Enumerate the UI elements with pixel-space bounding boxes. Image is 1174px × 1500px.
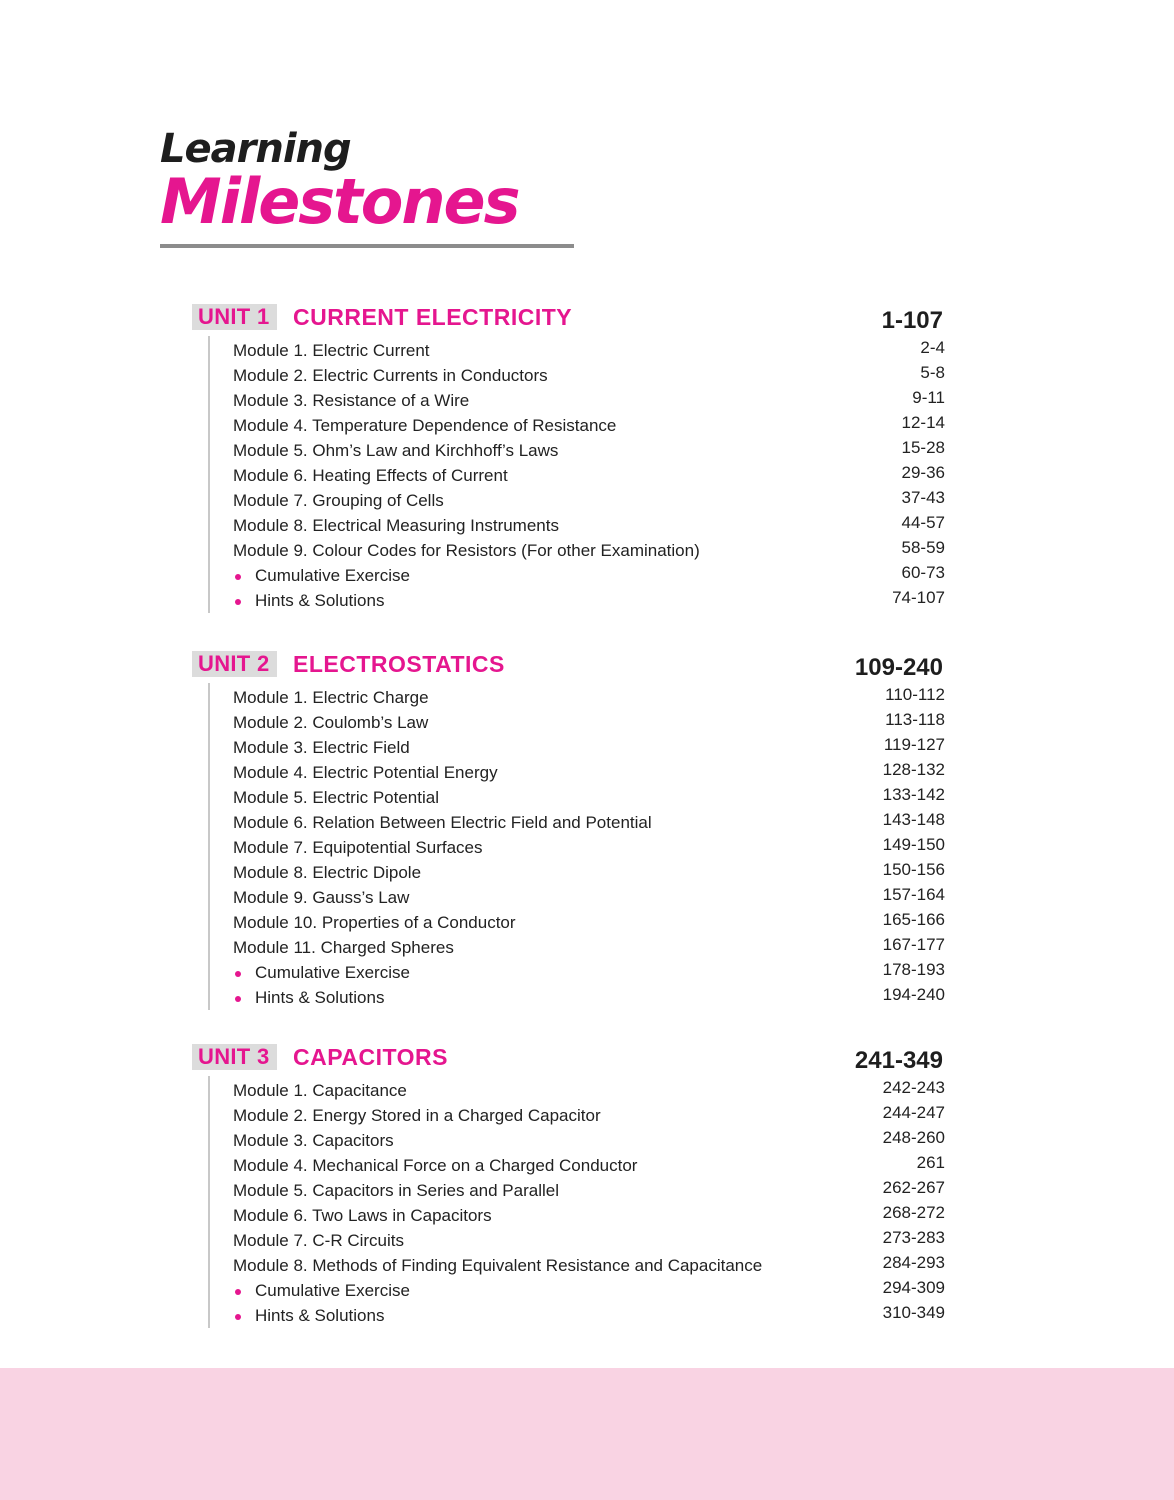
module-list bbox=[208, 683, 945, 1010]
unit-header bbox=[0, 647, 1174, 683]
item-label: Module 7. Grouping of Cells bbox=[233, 491, 444, 510]
unit-tag: UNIT 3 bbox=[192, 1044, 277, 1070]
item-page-range: 268-272 bbox=[882, 1203, 945, 1222]
item-page-range: 143-148 bbox=[882, 810, 945, 829]
bullet-icon bbox=[235, 1289, 241, 1295]
item-label: Module 11. Charged Spheres bbox=[233, 938, 454, 957]
list-item-module bbox=[210, 413, 945, 438]
item-page-range: 178-193 bbox=[882, 960, 945, 979]
unit-title: CAPACITORS bbox=[293, 1044, 448, 1070]
item-label: Cumulative Exercise bbox=[255, 963, 410, 982]
item-page-range: 29-36 bbox=[901, 463, 945, 482]
module-list bbox=[208, 336, 945, 613]
unit-page-range: 241-349 bbox=[854, 1047, 943, 1074]
item-page-range: 310-349 bbox=[882, 1303, 945, 1322]
item-label: Module 1. Capacitance bbox=[233, 1081, 407, 1100]
item-page-range: 273-283 bbox=[882, 1228, 945, 1247]
list-item-module bbox=[210, 488, 945, 513]
item-label: Module 4. Electric Potential Energy bbox=[233, 763, 498, 782]
item-label: Module 3. Resistance of a Wire bbox=[233, 391, 470, 410]
item-page-range: 37-43 bbox=[901, 488, 945, 507]
list-item-module bbox=[210, 885, 945, 910]
list-item-module bbox=[210, 388, 945, 413]
unit-section bbox=[0, 1040, 1174, 1328]
list-item-module bbox=[210, 1178, 945, 1203]
title-line-2: Milestones bbox=[160, 165, 519, 238]
title-line-1: Learning bbox=[160, 126, 351, 172]
unit-page-range: 109-240 bbox=[854, 654, 943, 681]
item-label: Hints & Solutions bbox=[255, 591, 385, 610]
list-item-module bbox=[210, 1228, 945, 1253]
list-item-module bbox=[210, 438, 945, 463]
unit-page-range: 1-107 bbox=[881, 307, 943, 334]
item-page-range: 248-260 bbox=[882, 1128, 945, 1147]
bullet-icon bbox=[235, 599, 241, 605]
unit-tag: UNIT 2 bbox=[192, 651, 277, 677]
list-item-module bbox=[210, 538, 945, 563]
list-item-module bbox=[210, 935, 945, 960]
item-label: Module 10. Properties of a Conductor bbox=[233, 913, 516, 932]
list-item-extra bbox=[210, 1278, 945, 1303]
list-item-extra bbox=[210, 588, 945, 613]
bullet-icon bbox=[235, 574, 241, 580]
item-page-range: 157-164 bbox=[882, 885, 945, 904]
item-page-range: 113-118 bbox=[885, 710, 945, 729]
unit-tag: UNIT 1 bbox=[192, 304, 277, 330]
item-page-range: 110-112 bbox=[885, 685, 945, 704]
bullet-icon bbox=[235, 996, 241, 1002]
list-item-module bbox=[210, 513, 945, 538]
list-item-module bbox=[210, 1203, 945, 1228]
list-item-module bbox=[210, 1153, 945, 1178]
list-item-module bbox=[210, 463, 945, 488]
list-item-module bbox=[210, 1078, 945, 1103]
list-item-module bbox=[210, 910, 945, 935]
list-item-module bbox=[210, 710, 945, 735]
item-page-range: 150-156 bbox=[882, 860, 945, 879]
list-item-module bbox=[210, 363, 945, 388]
item-page-range: 194-240 bbox=[882, 985, 945, 1004]
unit-title: CURRENT ELECTRICITY bbox=[293, 304, 573, 330]
list-item-module bbox=[210, 685, 945, 710]
item-label: Module 4. Temperature Dependence of Resistance bbox=[233, 416, 617, 435]
item-label: Module 8. Electric Dipole bbox=[233, 863, 422, 882]
item-page-range: 165-166 bbox=[882, 910, 945, 929]
item-page-range: 242-243 bbox=[882, 1078, 945, 1097]
item-page-range: 167-177 bbox=[882, 935, 945, 954]
item-label: Module 3. Electric Field bbox=[233, 738, 410, 757]
item-page-range: 149-150 bbox=[882, 835, 945, 854]
item-label: Module 8. Methods of Finding Equivalent Resistance and Capacitance bbox=[233, 1256, 763, 1275]
item-label: Module 1. Electric Charge bbox=[233, 688, 429, 707]
module-list bbox=[208, 1076, 945, 1328]
list-item-module bbox=[210, 810, 945, 835]
item-label: Module 4. Mechanical Force on a Charged Conductor bbox=[233, 1156, 638, 1175]
unit-header bbox=[0, 300, 1174, 336]
item-label: Module 9. Gauss’s Law bbox=[233, 888, 410, 907]
item-page-range: 15-28 bbox=[901, 438, 945, 457]
list-item-module bbox=[210, 735, 945, 760]
list-item-module bbox=[210, 1253, 945, 1278]
item-label: Module 5. Electric Potential bbox=[233, 788, 439, 807]
list-item-extra bbox=[210, 960, 945, 985]
item-label: Hints & Solutions bbox=[255, 988, 385, 1007]
item-page-range: 44-57 bbox=[901, 513, 945, 532]
page-title bbox=[160, 125, 519, 238]
item-label: Cumulative Exercise bbox=[255, 566, 410, 585]
item-label: Module 2. Energy Stored in a Charged Capacitor bbox=[233, 1106, 601, 1125]
item-page-range: 133-142 bbox=[882, 785, 945, 804]
item-label: Hints & Solutions bbox=[255, 1306, 385, 1325]
item-label: Cumulative Exercise bbox=[255, 1281, 410, 1300]
list-item-module bbox=[210, 1128, 945, 1153]
item-page-range: 128-132 bbox=[882, 760, 945, 779]
item-label: Module 2. Electric Currents in Conductors bbox=[233, 366, 548, 385]
unit-section bbox=[0, 300, 1174, 613]
item-page-range: 2-4 bbox=[920, 338, 945, 357]
list-item-extra bbox=[210, 985, 945, 1010]
item-page-range: 119-127 bbox=[883, 735, 945, 754]
list-item-module bbox=[210, 860, 945, 885]
item-page-range: 60-73 bbox=[901, 563, 945, 582]
item-label: Module 7. C-R Circuits bbox=[233, 1231, 404, 1250]
item-page-range: 5-8 bbox=[920, 363, 945, 382]
list-item-module bbox=[210, 1103, 945, 1128]
item-label: Module 7. Equipotential Surfaces bbox=[233, 838, 483, 857]
item-label: Module 5. Ohm’s Law and Kirchhoff’s Laws bbox=[233, 441, 559, 460]
footer-band bbox=[0, 1368, 1174, 1500]
item-page-range: 12-14 bbox=[901, 413, 945, 432]
item-label: Module 8. Electrical Measuring Instruments bbox=[233, 516, 559, 535]
item-page-range: 284-293 bbox=[882, 1253, 945, 1272]
item-page-range: 244-247 bbox=[882, 1103, 945, 1122]
item-label: Module 6. Relation Between Electric Field and Potential bbox=[233, 813, 652, 832]
bullet-icon bbox=[235, 1314, 241, 1320]
unit-header bbox=[0, 1040, 1174, 1076]
item-label: Module 2. Coulomb’s Law bbox=[233, 713, 429, 732]
item-label: Module 9. Colour Codes for Resistors (For other Examination) bbox=[233, 541, 700, 560]
item-page-range: 261 bbox=[916, 1153, 945, 1172]
item-page-range: 294-309 bbox=[882, 1278, 945, 1297]
list-item-extra bbox=[210, 1303, 945, 1328]
item-label: Module 1. Electric Current bbox=[233, 341, 430, 360]
item-page-range: 74-107 bbox=[892, 588, 945, 607]
bullet-icon bbox=[235, 971, 241, 977]
item-label: Module 3. Capacitors bbox=[233, 1131, 394, 1150]
item-label: Module 6. Heating Effects of Current bbox=[233, 466, 508, 485]
item-label: Module 5. Capacitors in Series and Parallel bbox=[233, 1181, 560, 1200]
list-item-module bbox=[210, 785, 945, 810]
list-item-module bbox=[210, 835, 945, 860]
item-page-range: 58-59 bbox=[901, 538, 945, 557]
list-item-module bbox=[210, 760, 945, 785]
item-page-range: 262-267 bbox=[882, 1178, 945, 1197]
list-item-extra bbox=[210, 563, 945, 588]
item-page-range: 9-11 bbox=[912, 388, 945, 407]
unit-section bbox=[0, 647, 1174, 1010]
list-item-module bbox=[210, 338, 945, 363]
title-underline bbox=[160, 244, 574, 248]
unit-title: ELECTROSTATICS bbox=[293, 651, 505, 677]
item-label: Module 6. Two Laws in Capacitors bbox=[233, 1206, 492, 1225]
